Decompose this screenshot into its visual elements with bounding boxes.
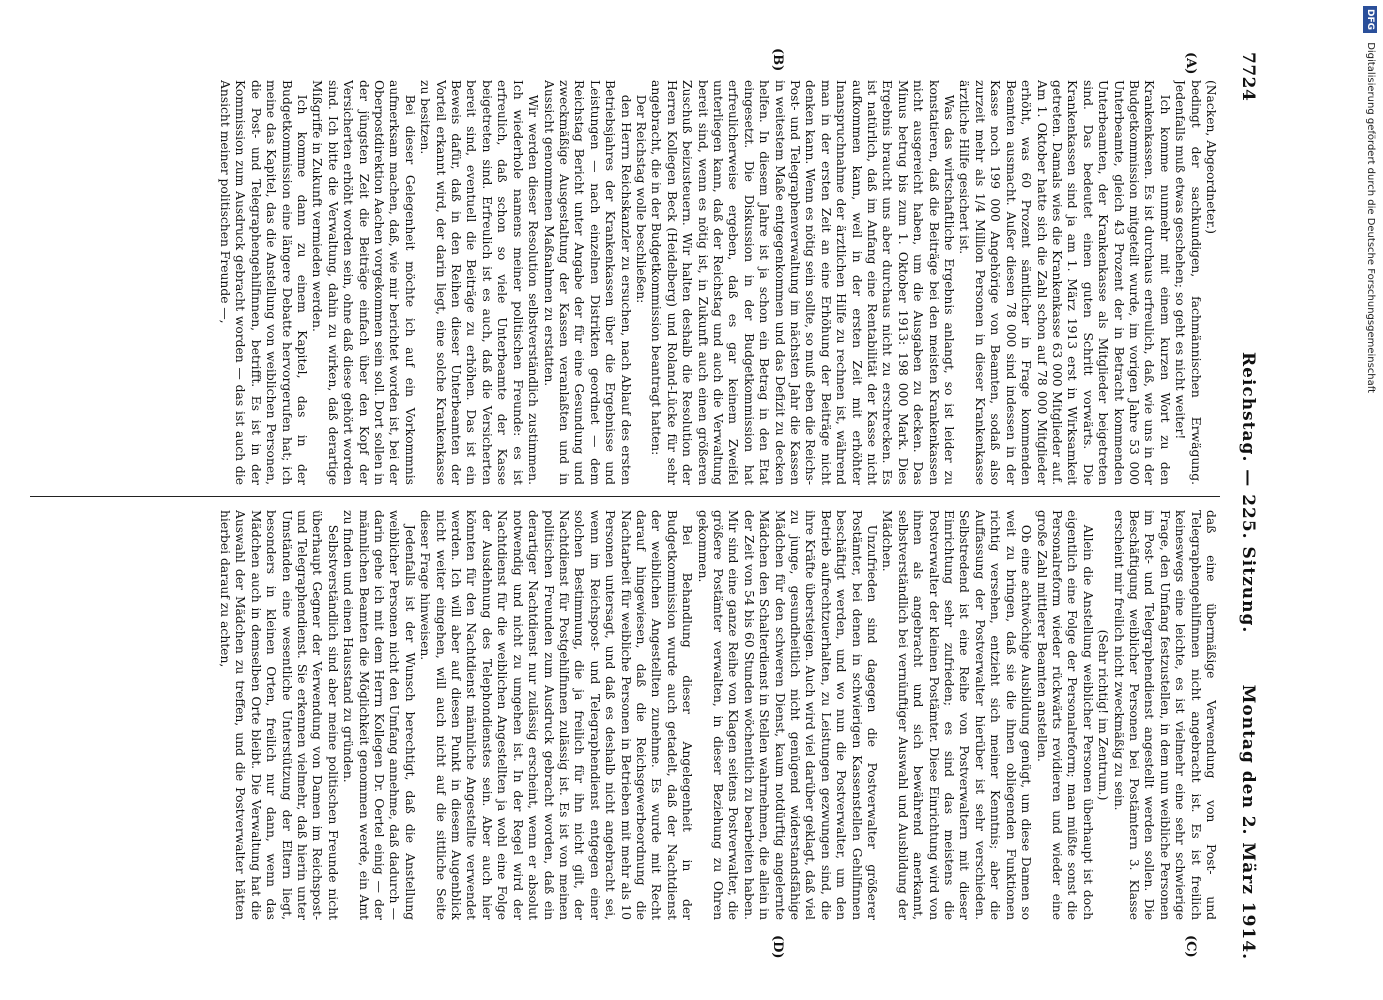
speaker-note: (Nacken, Abgeordneter.) [1204,80,1218,234]
paragraph: Ob eine achtwöchige Ausbildung genügt, um diese Damen so weit zu bringen, daß sie die ihnen obliegenden Funktionen richtig versehen, entzieht sich meiner Kenntnis; aber die Auffassung der Postverwalter hierüber ist sehr verschieden. Selbstredend ist eine Reihe von Postverwaltern mit dieser Einrichtung sehr zufrieden; es sind das meistens die Postverwalter der kleinen Postämter. Diese Einrichtung wird von ihnen als angebracht und sich bewährend anerkannt, selbstverständlich bei vernünftiger Auswahl und Ausbildung der Mädchen. [880,510,1034,920]
paragraph: Bei dieser Gelegenheit möchte ich auf ein Vorkommnis aufmerksam machen, daß, wie mir berichtet worden ist, bei der Oberpostdirektion Aachen vorgekommen sein soll. Dort sollen in der jüngsten Zeit die Beiträge einfach über den Kopf der Versicherten erhöht worden sein, ohne daß diese gehört worden sind. Ich bitte die Verwaltung, dahin zu wirken, daß derartige Mißgriffe in Zukunft vermieden werden. [310,80,417,485]
header-title: Reichstag. — 225. Sitzung. [1238,352,1258,634]
dfg-logo: DFG [1363,6,1377,33]
margin-mark-d: (D) [770,935,785,959]
margin-mark-a: (A) [1183,52,1198,75]
paragraph: Ich komme nunmehr mit einem kurzen Wort zu den Krankenkassen. Es ist durchaus erfreulich, daß, wie uns in der Budgetkommission mitgeteilt wurde, im vorigen Jahre 53 000 Unterbeamte, gleich 43 Prozent der in Betracht kommenden Unterbeamten, der Krankenkasse als Mitglieder beigetreten sind. Das bedeutet einen guten Schritt vorwärts. Die Krankenkassen sind ja am 1. März 1913 erst in Wirksamkeit getreten. Damals wies die Krankenkasse 63 000 Mitglieder auf. Am 1. Oktober hatte sich die Zahl schon auf 78 000 Mitglieder erhöht, was 60 Prozent sämtlicher in Frage kommenden Beamten ausmacht. Außer diesen 78 000 sind indessen in der Kasse noch 199 000 Angehörige von Beamten, sodaß also zurzeit mehr als 1/4 Million Personen in dieser Krankenkasse ärztliche Hilfe gesichert ist. [957,80,1172,485]
paragraph: Unzufrieden sind dagegen die Postverwalter größerer Postämter, bei denen in schwierigen Kassenstellen Gehilfinnen beschäftigt werden, und wo nun die Postverwalter, um den Betrieb aufrechtzuerhalten, zu Leistungen gezwungen sind, die ihre Kräfte übersteigen. Auch wird viel darüber geklagt, daß viel zu junge, gesundheitlich nicht genügend widerstandsfähige Mädchen für den schweren Dienst, kaum notdürftig angelernte Mädchen den Schalterdienst in Stellen wahrnehmen, die allein in der Zeit von 54 bis 60 Stunden wöchentlich zu bearbeiten haben. Mir sind eine ganze Reihe von Klagen seitens Postverwalter, die größere Postämter verwalten, in dieser Beziehung zu Ohren gekommen. [695,510,880,920]
digitization-credit [1363,6,1377,986]
paragraph: Was das wirtschaftliche Ergebnis anlangt, so ist leider zu konstatieren, daß die Beiträge bei den meisten Krankenkassen nicht ausgereicht haben, um die Ausgaben zu decken. Das Minus betrug bis zum 1. Oktober 1913: 198 000 Mark. Dies Ergebnis braucht uns aber durchaus nicht zu erschrecken. Es ist natürlich, daß im Anfang eine Rentabilität der Kasse nicht aufkommen kann, weil in der ersten Zeit mit erhöhter Inanspruchnahme der ärztlichen Hilfe zu rechnen ist, während man in der ersten Zeit an eine Erhöhung der Beiträge nicht denken kann. Wenn es nötig sein sollte, so muß eben die Reichs-Post- und Telegraphenverwaltung im nächsten Jahr die Kassen in weitestem Maße entgegenkommen und das Defizit zu decken helfen. In diesem Jahre ist ja schon ein Betrag in den Etat eingesetzt. Die Diskussion in der Budgetkommission hat erfreulicherweise ergeben, daß es gar keinem Zweifel unterliegen kann, daß der Reichstag und auch die Verwaltung bereit sind, wenn es nötig ist, in Zukunft auch einen größeren Zuschuß beizusteuern. Wir halten deshalb die Resolution der Herren Kollegen Beck (Heidelberg) und Roland-Lücke für sehr angebracht, die in der Budgetkommission beantragt hatten: [649,80,957,485]
paragraph: Wir werden dieser Resolution selbstverständlich zustimmen. Ich wiederhole namens meiner politischen Freunde: es ist erfreulich, daß schon so viele Unterbeamte der Kasse beigetreten sind. Erfreulich ist es auch, daß die Versicherten bereit sind, eventuell die Beiträge zu erhöhen. Das ist ein Beweis dafür, daß in den Reihen dieser Unterbeamten der Vorteil erkannt wird, der darin liegt, eine solche Krankenkasse zu besitzen. [418,80,541,485]
credit-text: Digitalisierung gefördert durch die Deutsche Forschungsgemeinschaft [1365,42,1376,394]
paragraph: Ich komme dann zu einem Kapitel, das in der Budgetkommission eine längere Debatte hervorgerufen hat; ich meine das Kapitel, das die Anstellung von weiblichen Personen, die Post- und Telegraphengehilfinnen, betrifft. Es ist in der Kommission zum Ausdruck gebracht worden — das ist auch die Ansicht meiner politischen Freunde —, [218,80,310,485]
paragraph: Allein die Anstellung weiblicher Personen überhaupt ist doch eigentlich eine Folge der Personalreform; man müßte sonst die Personalreform wieder rückwärts revidieren und wieder eine große Zahl mittlerer Beamten anstellen. [1034,510,1095,920]
header-date: Montag den 2. März 1914. [1238,684,1258,960]
paragraph: den Herrn Reichskanzler zu ersuchen, nach Ablauf des ersten Betriebsjahres der Krankenkassen über die Ergebnisse und Leistungen — nach einzelnen Distrikten geordnet — dem Reichstag Bericht unter Angabe der für eine Gesundung und zweckmäßige Ausgestaltung der Kassen veranlaßten und in Aussicht genommenen Maßnahmen zu erstatten. [541,80,633,485]
margin-mark-b: (B) [770,48,785,72]
paragraph: Der Reichstag wolle beschließen: [633,94,648,304]
interjection: (Sehr richtig! im Zentrum.) [1096,629,1111,801]
column-divider [30,496,1220,497]
margin-mark-c: (C) [1183,935,1198,958]
page-number: 7724 [1238,52,1258,102]
left-column [28,80,1218,485]
paragraph: Jedenfalls ist der Wunsch berechtigt, daß die Anstellung weiblicher Personen nicht den Umfang annehme, daß dadurch — darin gehe ich mit dem Herrn Kollegen Dr. Oertel einig — der männlichen Beamten die Möglichkeit genommen werde, ein Amt zu finden und einen Hausstand zu gründen. [341,510,417,920]
paragraph: Selbstverständlich sind aber meine politischen Freunde nicht überhaupt Gegner der Verwendung von Damen im Reichspost- und Telegraphendienst. Sie erkennen vielmehr, daß hierin unter Umständen eine wesentliche Unterstützung der Eltern liegt, besonders in kleinen Orten, freilich nur dann, wenn das Mädchen auch in demselben Orte bleibt. Die Verwaltung hat die Auswahl der Mädchen zu treffen, und die Postverwalter hätten hierbei darauf zu achten, [218,510,340,920]
right-column [28,510,1218,920]
paragraph: bedingt der sachkundigen, fachmännischen Erwägung. Jedenfalls muß etwas geschehen; so geht es nicht weiter! [1173,80,1203,485]
paragraph: Bei Behandlung dieser Angelegenheit in der Budgetkommission wurde auch getadelt, daß der Nachtdienst der weiblichen Angestellten zunehme. Es wurde mit Recht darauf hingewiesen, daß die Reichsgewerbeordnung die Nachtarbeit für weibliche Personen in Betrieben mit mehr als 10 Personen untersagt, und daß es deshalb nicht angebracht sei, wenn im Reichspost- und Telegraphendienst entgegen einer solchen Bestimmung, die ja freilich für ihn nicht gilt, der Nachtdienst für Postgehilfinnen zulässig ist. Es ist von meinen politischen Freunden zum Ausdruck gebracht worden, daß ein derartiger Nachtdienst nur zulässig erscheint, wenn er absolut notwendig und nicht zu umgehen ist. In der Regel wird der Nachtdienst für die weiblichen Angestellten ja wohl eine Folge der Ausdehnung des Telephondienstes sein. Aber auch hier könnten für den Nachtdienst männliche Angestellte verwendet werden. Ich will aber auf diesen Punkt in diesem Augenblick nicht weiter eingehen, will auch nicht auf die sittliche Seite dieser Frage hinweisen. [418,510,695,920]
paragraph: daß eine übermäßige Verwendung von Post- und Telegraphengehilfinnen nicht angebracht ist. Es ist freilich keineswegs eine leichte, es ist vielmehr eine sehr schwierige Frage, den Umfang festzustellen, in dem nun weibliche Personen im Post- und Telegraphendienst angestellt werden sollen. Die Beschäftigung weiblicher Personen bei Postämtern 3. Klasse erscheint mir freilich nicht zweckmäßig zu sein. [1111,510,1218,920]
page-header [1226,52,1262,960]
